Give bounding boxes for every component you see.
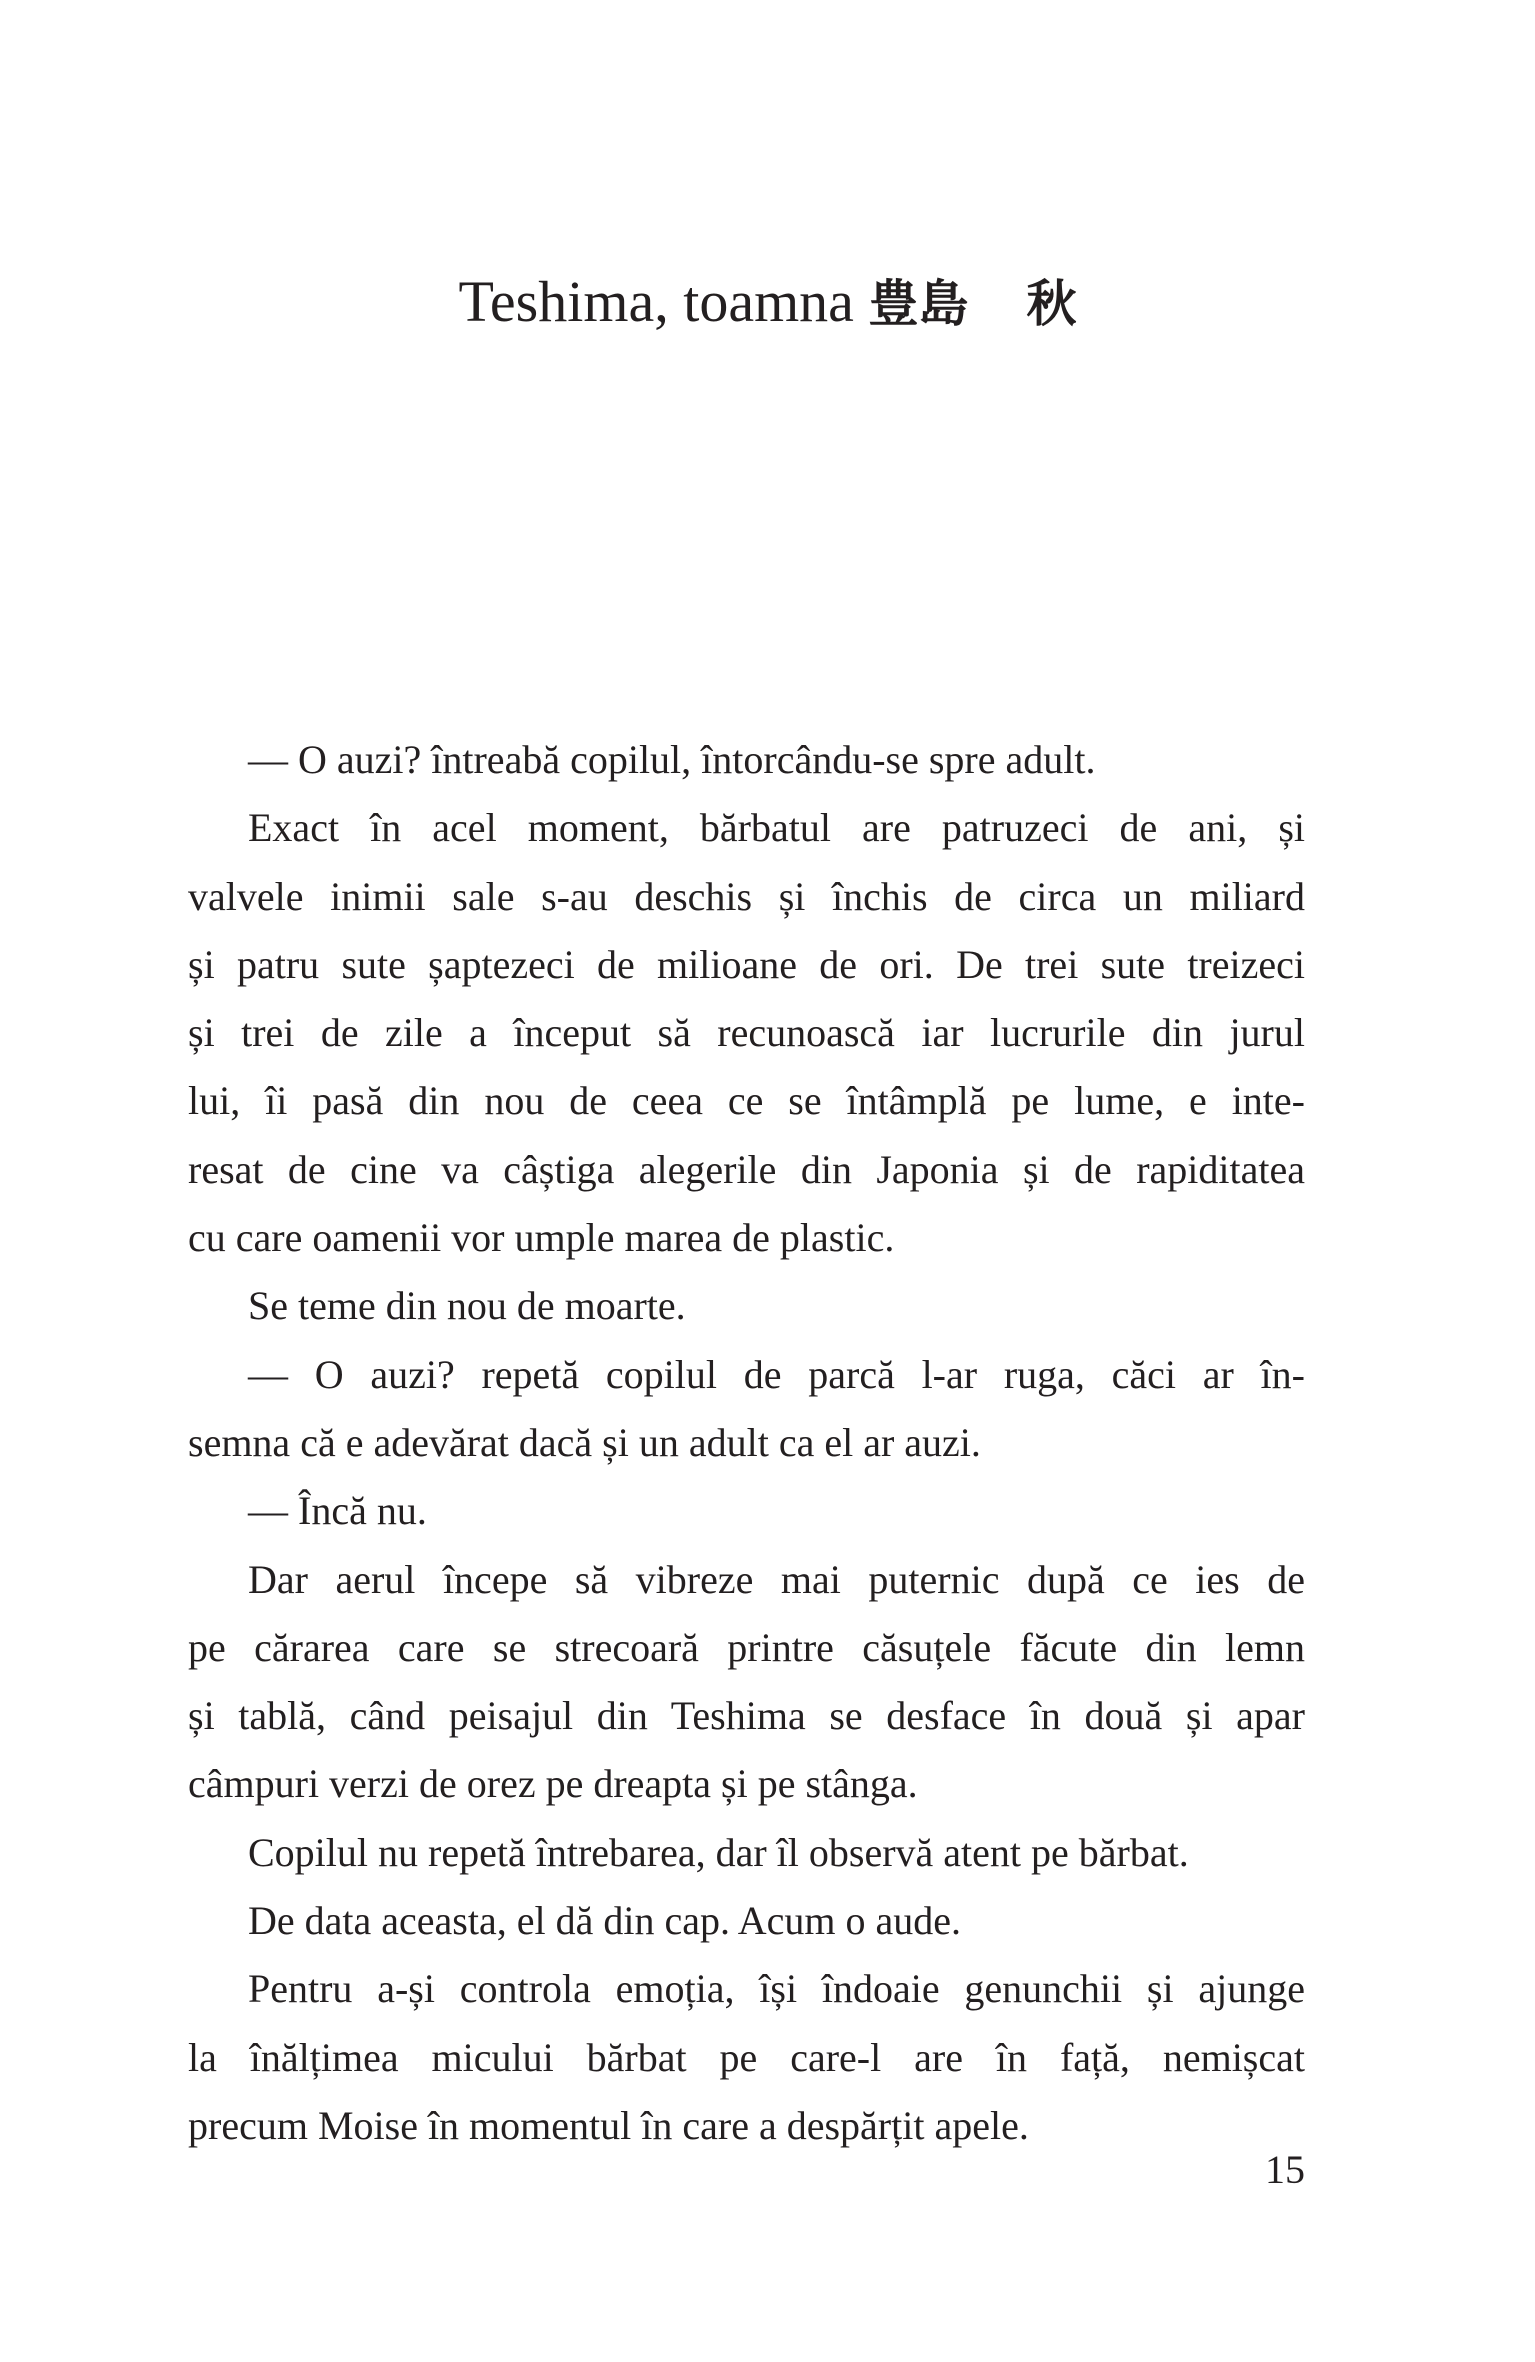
text-line: Exact în acel moment, bărbatul are patruzeci de ani, și (248, 805, 1305, 851)
chapter-title (0, 262, 1535, 344)
text-line: resat de cine va câștiga alegerile din Japonia și de rapiditatea (188, 1146, 1305, 1192)
chapter-title-cjk-place: 豊島 (868, 275, 969, 333)
text-line: câmpuri verzi de orez pe dreapta și pe stânga. (188, 1761, 918, 1807)
text-line: cu care oamenii vor umple marea de plastic. (188, 1215, 895, 1261)
page-number: 15 (1265, 2147, 1305, 2192)
text-line: Copilul nu repetă întrebarea, dar îl observă atent pe bărbat. (248, 1829, 1189, 1875)
text-line: — O auzi? întreabă copilul, întorcându-se spre adult. (248, 737, 1096, 782)
text-line: și trei de zile a început să recunoască iar lucrurile din jurul (188, 1010, 1305, 1056)
text-line: Pentru a-și controla emoția, își îndoaie genunchii și ajunge (248, 1966, 1305, 2012)
text-line: și patru sute șaptezeci de milioane de ori. De trei sute treizeci (188, 941, 1305, 987)
text-line: semna că e adevărat dacă și un adult ca el ar auzi. (188, 1419, 981, 1465)
text-line: De data aceasta, el dă din cap. Acum o aude. (248, 1898, 962, 1944)
body-text (188, 726, 1305, 2160)
text-line: — O auzi? repetă copilul de parcă l-ar ruga, căci ar în- (248, 1351, 1305, 1397)
text-line: și tablă, când peisajul din Teshima se desface în două și apar (188, 1693, 1305, 1739)
text-line: pe cărarea care se strecoară printre căsuțele făcute din lemn (188, 1624, 1305, 1670)
text-line: lui, îi pasă din nou de ceea ce se întâmplă pe lume, e inte- (188, 1078, 1305, 1124)
text-line: precum Moise în momentul în care a despărțit apele. (188, 2102, 1029, 2148)
chapter-title-latin: Teshima, toamna (458, 269, 854, 334)
chapter-title-cjk-season: 秋 (1026, 275, 1077, 333)
text-line: Dar aerul începe să vibreze mai puternic după ce ies de (248, 1556, 1305, 1602)
text-line: la înălțimea micului bărbat pe care-l are în față, nemișcat (188, 2034, 1305, 2080)
text-line: — Încă nu. (248, 1488, 427, 1534)
text-line: Se teme din nou de moarte. (248, 1283, 686, 1329)
text-line: valvele inimii sale s-au deschis și închis de circa un miliard (188, 873, 1305, 919)
